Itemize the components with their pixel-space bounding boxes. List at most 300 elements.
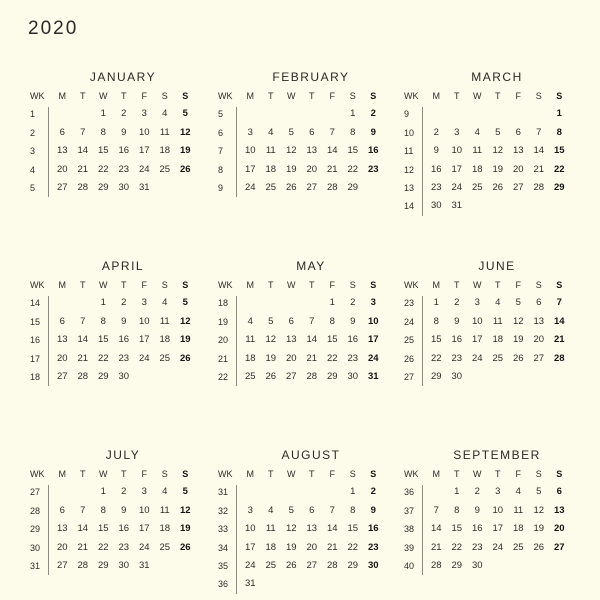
weekday-header: F xyxy=(141,91,147,101)
day-cell[interactable]: 6 xyxy=(59,504,65,516)
day-cell[interactable]: 11 xyxy=(265,523,276,535)
day-cell[interactable]: 25 xyxy=(265,559,277,571)
day-cell[interactable]: 24 xyxy=(138,163,150,175)
day-cell[interactable]: 21 xyxy=(77,541,89,553)
day-cell[interactable]: 16 xyxy=(118,145,130,157)
day-cell[interactable]: 25 xyxy=(159,541,171,553)
day-cell[interactable]: 13 xyxy=(56,145,68,157)
day-cell[interactable]: 11 xyxy=(472,145,483,157)
day-cell[interactable]: 30 xyxy=(347,370,359,382)
day-cell[interactable]: 9 xyxy=(454,315,460,327)
day-cell[interactable]: 5 xyxy=(288,504,294,516)
month-january xyxy=(26,68,200,197)
day-cell[interactable]: 16 xyxy=(430,163,442,175)
day-cell-sunday[interactable]: 10 xyxy=(367,315,379,327)
day-cell[interactable]: 30 xyxy=(451,370,463,382)
day-cell[interactable]: 7 xyxy=(329,504,335,516)
day-cell-sunday[interactable]: 19 xyxy=(179,523,191,535)
day-cell[interactable]: 29 xyxy=(430,370,442,382)
day-cell-sunday[interactable]: 5 xyxy=(182,108,188,120)
day-cell[interactable]: 13 xyxy=(285,334,297,346)
day-cell[interactable]: 5 xyxy=(288,126,294,138)
day-cell[interactable]: 3 xyxy=(247,126,253,138)
week-number: 18 xyxy=(30,371,41,382)
day-cell[interactable]: 22 xyxy=(430,352,442,364)
day-cell[interactable]: 29 xyxy=(97,181,109,193)
day-cell[interactable]: 24 xyxy=(244,181,256,193)
day-cell xyxy=(488,105,509,123)
day-cell[interactable]: 20 xyxy=(56,541,68,553)
day-cell[interactable]: 11 xyxy=(265,145,276,157)
day-cell[interactable]: 6 xyxy=(59,315,65,327)
day-cell[interactable]: 2 xyxy=(121,297,127,309)
day-cell[interactable]: 16 xyxy=(118,523,130,535)
day-cell xyxy=(52,105,73,123)
day-cell[interactable]: 19 xyxy=(265,352,277,364)
day-cell[interactable]: 28 xyxy=(77,559,89,571)
day-cell[interactable]: 7 xyxy=(433,504,439,516)
week-column-divider xyxy=(48,107,49,197)
day-cell[interactable]: 7 xyxy=(80,126,86,138)
day-cell[interactable]: 13 xyxy=(56,523,68,535)
day-cell[interactable]: 4 xyxy=(495,297,501,309)
day-cell[interactable]: 21 xyxy=(326,163,338,175)
day-cell[interactable]: 1 xyxy=(329,297,335,309)
day-cell[interactable]: 29 xyxy=(97,370,109,382)
day-cell[interactable]: 4 xyxy=(268,504,274,516)
day-cell[interactable]: 2 xyxy=(454,297,460,309)
day-cell[interactable]: 17 xyxy=(138,145,150,157)
day-cell[interactable]: 16 xyxy=(347,334,359,346)
day-cell[interactable]: 6 xyxy=(515,126,521,138)
day-cell[interactable]: 9 xyxy=(433,145,439,157)
day-cell[interactable]: 28 xyxy=(77,181,89,193)
day-cell[interactable]: 15 xyxy=(97,334,109,346)
day-cell-sunday[interactable]: 12 xyxy=(179,126,191,138)
day-cell-sunday[interactable]: 26 xyxy=(179,541,191,553)
day-cell-sunday xyxy=(549,197,570,215)
day-cell[interactable]: 1 xyxy=(350,486,356,498)
day-cell[interactable]: 30 xyxy=(471,559,483,571)
week-number-header: WK xyxy=(404,91,419,101)
day-cell[interactable]: 22 xyxy=(326,352,338,364)
day-cell[interactable]: 15 xyxy=(347,145,359,157)
day-cell-sunday[interactable]: 2 xyxy=(370,486,376,498)
day-cell[interactable]: 8 xyxy=(329,315,335,327)
day-cell[interactable]: 30 xyxy=(118,181,130,193)
day-cell[interactable]: 25 xyxy=(159,352,171,364)
day-cell[interactable]: 28 xyxy=(326,181,338,193)
day-cell[interactable]: 4 xyxy=(474,126,480,138)
day-cell[interactable]: 21 xyxy=(77,352,89,364)
day-cell[interactable]: 23 xyxy=(430,181,442,193)
day-cell[interactable]: 17 xyxy=(244,163,256,175)
weekday-header: T xyxy=(454,91,460,101)
day-cell[interactable]: 18 xyxy=(159,523,171,535)
day-cell[interactable]: 23 xyxy=(118,541,130,553)
day-cell[interactable]: 15 xyxy=(97,145,109,157)
day-cell[interactable]: 6 xyxy=(309,504,315,516)
day-cell[interactable]: 6 xyxy=(59,126,65,138)
day-cell[interactable]: 22 xyxy=(347,541,359,553)
day-cell[interactable]: 24 xyxy=(138,541,150,553)
day-cell[interactable]: 18 xyxy=(512,523,524,535)
day-cell-sunday[interactable]: 2 xyxy=(370,108,376,120)
day-cell[interactable]: 22 xyxy=(97,541,109,553)
day-cell[interactable]: 13 xyxy=(306,523,318,535)
day-cell[interactable]: 17 xyxy=(471,334,483,346)
day-cell xyxy=(322,483,343,501)
day-cell[interactable]: 29 xyxy=(326,370,338,382)
day-cell[interactable]: 1 xyxy=(100,297,106,309)
day-cell[interactable]: 14 xyxy=(326,145,338,157)
day-cell[interactable]: 23 xyxy=(347,352,359,364)
weekday-header: T xyxy=(80,91,86,101)
day-cell[interactable]: 12 xyxy=(533,504,545,516)
day-cell[interactable]: 1 xyxy=(454,486,460,498)
week-number: 38 xyxy=(404,524,415,535)
day-cell[interactable]: 23 xyxy=(471,541,483,553)
weekday-header: F xyxy=(329,469,335,479)
day-cell[interactable]: 4 xyxy=(268,126,274,138)
day-cell[interactable]: 14 xyxy=(77,334,89,346)
day-cell[interactable]: 27 xyxy=(56,559,68,571)
day-cell[interactable]: 31 xyxy=(138,181,150,193)
day-cell[interactable]: 8 xyxy=(433,315,439,327)
day-cell[interactable]: 18 xyxy=(159,145,171,157)
day-cell[interactable]: 13 xyxy=(533,315,545,327)
month-june xyxy=(400,257,574,386)
day-cell[interactable]: 17 xyxy=(138,334,150,346)
day-cell-sunday[interactable]: 8 xyxy=(556,126,562,138)
day-cell[interactable]: 20 xyxy=(56,163,68,175)
day-cell[interactable]: 17 xyxy=(492,523,504,535)
day-cell[interactable]: 9 xyxy=(121,126,127,138)
day-cell[interactable]: 5 xyxy=(495,126,501,138)
day-cell-sunday[interactable]: 5 xyxy=(182,486,188,498)
day-cell-sunday[interactable]: 24 xyxy=(367,352,379,364)
day-cell[interactable]: 12 xyxy=(265,334,277,346)
day-cell[interactable]: 23 xyxy=(451,352,463,364)
day-cell[interactable]: 22 xyxy=(97,352,109,364)
day-cell[interactable]: 30 xyxy=(118,370,130,382)
day-cell[interactable]: 11 xyxy=(159,315,170,327)
day-cell[interactable]: 21 xyxy=(533,163,545,175)
day-cell[interactable]: 15 xyxy=(451,523,463,535)
day-cell[interactable]: 7 xyxy=(536,126,542,138)
day-cell[interactable]: 14 xyxy=(326,523,338,535)
day-cell[interactable]: 7 xyxy=(309,315,315,327)
day-cell[interactable]: 2 xyxy=(474,486,480,498)
day-cell-sunday[interactable]: 13 xyxy=(553,504,565,516)
day-cell[interactable]: 12 xyxy=(492,145,504,157)
day-cell[interactable]: 18 xyxy=(471,163,483,175)
day-cell-sunday[interactable]: 22 xyxy=(553,163,565,175)
day-cell[interactable]: 29 xyxy=(451,559,463,571)
day-cell[interactable]: 25 xyxy=(512,541,524,553)
day-cell[interactable]: 31 xyxy=(244,578,256,590)
day-cell[interactable]: 22 xyxy=(451,541,463,553)
day-cell[interactable]: 22 xyxy=(347,163,359,175)
day-cell[interactable]: 2 xyxy=(121,486,127,498)
day-cell[interactable]: 1 xyxy=(100,486,106,498)
day-cell-sunday[interactable]: 12 xyxy=(179,504,191,516)
week-number-header: WK xyxy=(30,280,45,290)
day-cell[interactable]: 31 xyxy=(451,200,463,212)
day-cell[interactable]: 29 xyxy=(97,559,109,571)
day-cell[interactable]: 9 xyxy=(474,504,480,516)
day-cell[interactable]: 18 xyxy=(265,163,277,175)
day-cell[interactable]: 28 xyxy=(326,559,338,571)
weekday-header: S xyxy=(161,469,168,479)
day-cell[interactable]: 17 xyxy=(244,541,256,553)
day-cell[interactable]: 15 xyxy=(347,523,359,535)
day-cell[interactable]: 18 xyxy=(492,334,504,346)
day-cell[interactable]: 4 xyxy=(162,486,168,498)
day-cell xyxy=(155,557,176,575)
day-cell[interactable]: 18 xyxy=(244,352,256,364)
day-cell[interactable]: 4 xyxy=(247,315,253,327)
day-cell[interactable]: 13 xyxy=(306,145,318,157)
day-cell[interactable]: 26 xyxy=(512,352,524,364)
day-cell[interactable]: 8 xyxy=(350,126,356,138)
day-cell-sunday[interactable]: 26 xyxy=(179,163,191,175)
day-cell-sunday[interactable]: 16 xyxy=(367,523,379,535)
day-cell[interactable]: 2 xyxy=(350,297,356,309)
day-cell-sunday[interactable]: 16 xyxy=(367,145,379,157)
day-cell[interactable]: 3 xyxy=(474,297,480,309)
day-cell[interactable]: 24 xyxy=(471,352,483,364)
day-cell-sunday[interactable]: 26 xyxy=(179,352,191,364)
day-cell[interactable]: 14 xyxy=(306,334,318,346)
day-cell[interactable]: 30 xyxy=(430,200,442,212)
day-cell[interactable]: 15 xyxy=(326,334,338,346)
day-cell xyxy=(447,105,468,123)
day-cell[interactable]: 20 xyxy=(306,163,318,175)
day-cell-sunday[interactable]: 30 xyxy=(367,559,379,571)
day-cell[interactable]: 25 xyxy=(492,352,504,364)
day-cell-sunday[interactable]: 27 xyxy=(553,541,565,553)
day-cell[interactable]: 2 xyxy=(433,126,439,138)
day-cell[interactable]: 30 xyxy=(118,559,130,571)
day-cell[interactable]: 11 xyxy=(159,504,170,516)
day-cell[interactable]: 5 xyxy=(536,486,542,498)
day-cell[interactable]: 28 xyxy=(430,559,442,571)
day-cell[interactable]: 3 xyxy=(495,486,501,498)
day-cell[interactable]: 16 xyxy=(451,334,463,346)
day-cell[interactable]: 7 xyxy=(80,315,86,327)
day-cell[interactable]: 27 xyxy=(533,352,545,364)
day-cell[interactable]: 11 xyxy=(245,334,256,346)
day-cell[interactable]: 6 xyxy=(288,315,294,327)
day-cell[interactable]: 19 xyxy=(512,334,524,346)
day-cell[interactable]: 24 xyxy=(492,541,504,553)
day-cell[interactable]: 24 xyxy=(138,352,150,364)
day-cell[interactable]: 3 xyxy=(141,297,147,309)
day-cell[interactable]: 10 xyxy=(451,145,463,157)
day-cell[interactable]: 7 xyxy=(80,504,86,516)
day-cell[interactable]: 19 xyxy=(492,163,504,175)
day-cell[interactable]: 1 xyxy=(350,108,356,120)
day-cell-sunday[interactable]: 21 xyxy=(553,334,565,346)
day-cell-sunday[interactable]: 23 xyxy=(367,163,379,175)
weekday-header: W xyxy=(99,280,108,290)
day-cell-sunday[interactable]: 28 xyxy=(553,352,565,364)
day-cell[interactable]: 14 xyxy=(533,145,545,157)
day-cell[interactable]: 19 xyxy=(285,163,297,175)
day-cell[interactable]: 20 xyxy=(533,334,545,346)
day-cell[interactable]: 20 xyxy=(285,352,297,364)
weekday-header: T xyxy=(121,91,127,101)
day-cell[interactable]: 10 xyxy=(492,504,504,516)
day-cell[interactable]: 4 xyxy=(515,486,521,498)
day-cell[interactable]: 11 xyxy=(492,315,503,327)
day-cell[interactable]: 15 xyxy=(430,334,442,346)
day-cell-sunday[interactable]: 29 xyxy=(553,181,565,193)
day-cell[interactable]: 6 xyxy=(309,126,315,138)
day-cell[interactable]: 27 xyxy=(306,181,318,193)
day-cell-sunday[interactable]: 15 xyxy=(553,145,565,157)
day-cell[interactable]: 27 xyxy=(56,181,68,193)
day-cell[interactable]: 5 xyxy=(268,315,274,327)
week-number: 32 xyxy=(218,505,229,516)
day-cell[interactable]: 10 xyxy=(471,315,483,327)
day-cell[interactable]: 8 xyxy=(100,126,106,138)
day-cell[interactable]: 16 xyxy=(471,523,483,535)
day-cell[interactable]: 20 xyxy=(56,352,68,364)
day-cell-sunday[interactable]: 12 xyxy=(179,315,191,327)
day-cell[interactable]: 9 xyxy=(121,315,127,327)
day-cell[interactable]: 25 xyxy=(265,181,277,193)
day-cell[interactable]: 11 xyxy=(159,126,170,138)
day-cell[interactable]: 2 xyxy=(121,108,127,120)
day-cell[interactable]: 25 xyxy=(159,163,171,175)
day-cell-sunday[interactable]: 9 xyxy=(370,504,376,516)
day-cell[interactable]: 31 xyxy=(138,559,150,571)
day-cell[interactable]: 25 xyxy=(471,181,483,193)
day-cell[interactable]: 18 xyxy=(159,334,171,346)
day-cell-sunday[interactable]: 23 xyxy=(367,541,379,553)
day-cell[interactable]: 15 xyxy=(97,523,109,535)
day-cell[interactable]: 3 xyxy=(247,504,253,516)
day-cell[interactable]: 20 xyxy=(512,163,524,175)
day-cell[interactable]: 3 xyxy=(141,108,147,120)
day-cell[interactable]: 23 xyxy=(118,163,130,175)
day-cell-sunday[interactable]: 20 xyxy=(553,523,565,535)
day-cell[interactable]: 10 xyxy=(138,315,150,327)
weekday-header: T xyxy=(121,280,127,290)
day-cell[interactable]: 10 xyxy=(138,504,150,516)
day-cell-sunday[interactable]: 1 xyxy=(556,108,562,120)
day-cell[interactable]: 22 xyxy=(97,163,109,175)
day-cell-sunday[interactable]: 31 xyxy=(367,370,379,382)
day-cell-sunday[interactable]: 19 xyxy=(179,334,191,346)
day-cell[interactable]: 25 xyxy=(244,370,256,382)
week-column-divider xyxy=(236,485,237,594)
weekday-header: T xyxy=(495,280,501,290)
day-cell[interactable]: 17 xyxy=(451,163,463,175)
day-cell[interactable]: 26 xyxy=(265,370,277,382)
day-cell[interactable]: 27 xyxy=(512,181,524,193)
day-cell[interactable]: 17 xyxy=(138,523,150,535)
day-cell[interactable]: 13 xyxy=(56,334,68,346)
day-cell[interactable]: 9 xyxy=(350,315,356,327)
day-cell[interactable]: 19 xyxy=(285,541,297,553)
day-cell[interactable]: 8 xyxy=(454,504,460,516)
day-cell[interactable]: 12 xyxy=(512,315,524,327)
day-cell-sunday[interactable]: 19 xyxy=(179,145,191,157)
week-number-header: WK xyxy=(404,280,419,290)
day-cell-sunday[interactable]: 14 xyxy=(553,315,565,327)
day-cell[interactable]: 16 xyxy=(118,334,130,346)
day-cell[interactable]: 1 xyxy=(433,297,439,309)
day-cell[interactable]: 23 xyxy=(118,352,130,364)
day-cell[interactable]: 20 xyxy=(306,541,318,553)
day-cell[interactable]: 14 xyxy=(430,523,442,535)
day-cell[interactable]: 10 xyxy=(244,145,256,157)
day-cell-sunday[interactable]: 3 xyxy=(370,297,376,309)
day-cell[interactable]: 10 xyxy=(138,126,150,138)
day-cell[interactable]: 9 xyxy=(121,504,127,516)
day-cell[interactable]: 28 xyxy=(77,370,89,382)
day-cell[interactable]: 1 xyxy=(100,108,106,120)
day-cell-sunday[interactable]: 9 xyxy=(370,126,376,138)
day-cell[interactable]: 26 xyxy=(492,181,504,193)
day-cell[interactable]: 8 xyxy=(100,504,106,516)
day-cell[interactable]: 8 xyxy=(350,504,356,516)
day-cell[interactable]: 29 xyxy=(347,181,359,193)
day-cell[interactable]: 26 xyxy=(533,541,545,553)
day-cell[interactable]: 21 xyxy=(430,541,442,553)
day-cell[interactable]: 21 xyxy=(306,352,318,364)
day-cell[interactable]: 28 xyxy=(533,181,545,193)
day-cell-sunday[interactable]: 6 xyxy=(556,486,562,498)
day-cell[interactable]: 14 xyxy=(77,523,89,535)
day-cell[interactable]: 4 xyxy=(162,297,168,309)
day-cell[interactable]: 10 xyxy=(244,523,256,535)
day-cell[interactable]: 3 xyxy=(141,486,147,498)
day-cell[interactable]: 18 xyxy=(265,541,277,553)
day-cell[interactable]: 12 xyxy=(285,523,297,535)
day-cell[interactable]: 28 xyxy=(306,370,318,382)
day-cell[interactable]: 21 xyxy=(77,163,89,175)
day-cell[interactable]: 7 xyxy=(329,126,335,138)
month-name: MARCH xyxy=(471,70,523,84)
day-cell[interactable]: 6 xyxy=(536,297,542,309)
day-cell[interactable]: 21 xyxy=(326,541,338,553)
day-cell[interactable]: 11 xyxy=(513,504,524,516)
day-cell[interactable]: 26 xyxy=(285,181,297,193)
day-cell[interactable]: 24 xyxy=(451,181,463,193)
day-cell[interactable]: 3 xyxy=(454,126,460,138)
day-cell[interactable]: 27 xyxy=(285,370,297,382)
day-cell[interactable]: 14 xyxy=(77,145,89,157)
day-cell[interactable]: 4 xyxy=(162,108,168,120)
day-cell-sunday[interactable]: 17 xyxy=(367,334,379,346)
day-cell[interactable]: 29 xyxy=(347,559,359,571)
day-cell-sunday[interactable]: 5 xyxy=(182,297,188,309)
day-cell[interactable]: 5 xyxy=(515,297,521,309)
day-cell[interactable]: 27 xyxy=(56,370,68,382)
day-cell[interactable]: 24 xyxy=(244,559,256,571)
day-cell[interactable]: 26 xyxy=(285,559,297,571)
day-cell[interactable]: 12 xyxy=(285,145,297,157)
day-cell-sunday[interactable]: 7 xyxy=(556,297,562,309)
day-cell[interactable]: 13 xyxy=(512,145,524,157)
day-cell[interactable]: 19 xyxy=(533,523,545,535)
day-cell[interactable]: 8 xyxy=(100,315,106,327)
day-cell[interactable]: 27 xyxy=(306,559,318,571)
